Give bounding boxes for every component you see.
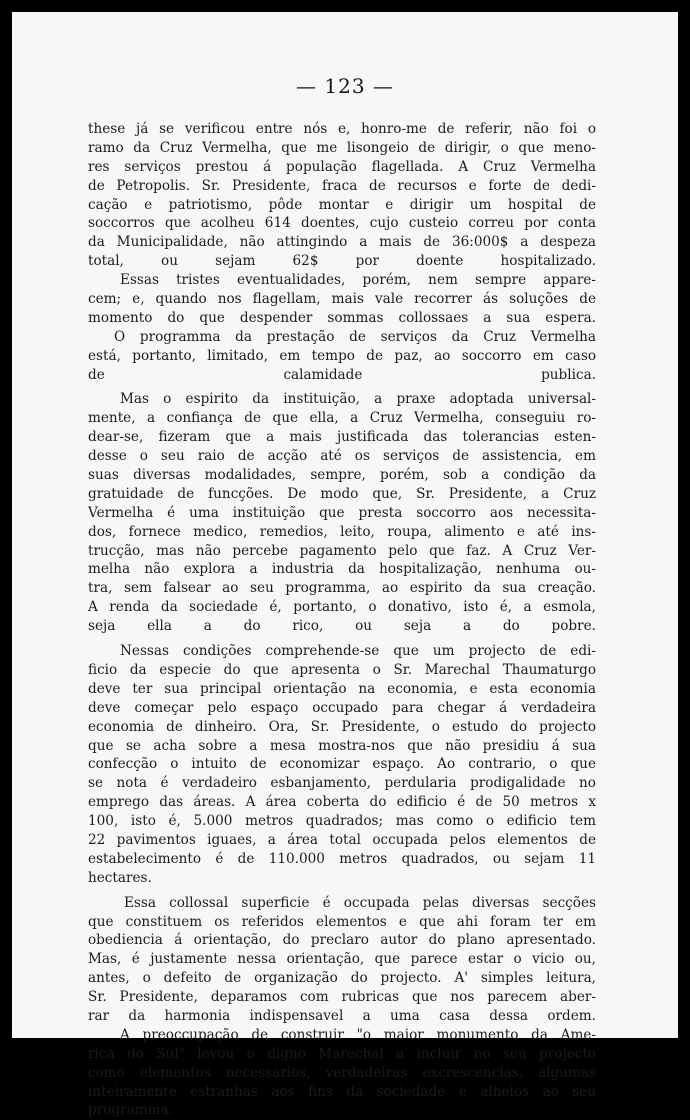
text-line: 100, isto é, 5.000 metros quadrados; mas como o edificio tem — [88, 813, 596, 830]
text-line: res serviços prestou á população flagellada. A Cruz Vermelha — [88, 158, 596, 175]
text-line: confecção o intuito de economizar espaço. Ao contrario, o que — [88, 756, 596, 773]
paragraph — [88, 1026, 596, 1120]
text-line: estabelecimento é de 110.000 metros quadrados, ou sejam 11 — [88, 850, 596, 867]
book-page — [12, 12, 678, 1119]
text-line: desse o seu raio de acção até os serviços de assistencia, em — [88, 448, 596, 465]
text-line: soccorros que acolheu 614 doentes, cujo custeio correu por conta — [88, 215, 596, 232]
text-line: como elementos necessarios, verdadeiras excrescencias, algumas — [88, 1064, 596, 1081]
text-line: trucção, mas não percebe pagamento pelo que faz. A Cruz Ver- — [88, 542, 596, 559]
text-line: mente, a confiança de que ella, a Cruz Vermelha, conseguiu ro- — [88, 410, 596, 427]
text-line: ficio da especie do que apresenta o Sr. Marechal Thaumaturgo — [88, 661, 596, 678]
text-line: Sr. Presidente, deparamos com rubricas que nos parecem aber- — [88, 989, 596, 1006]
text-line: que se acha sobre a mesa mostra-nos que não presidiu á sua — [88, 737, 596, 754]
text-line: cação e patriotismo, pôde montar e dirigir um hospital de — [88, 196, 596, 213]
text-line: cem; e, quando nos flagellam, mais vale recorrer ás soluções de — [88, 291, 596, 308]
text-line: 22 pavimentos iguaes, a área total occupada pelos elementos de — [88, 831, 596, 848]
text-line: que constituem os referidos elementos e que ahi foram ter em — [88, 913, 596, 930]
text-line: da Municipalidade, não attingindo a mais de 36:000$ a despeza — [88, 234, 596, 251]
paragraph — [88, 120, 596, 271]
text-line: these já se verificou entre nós e, honro-me de referir, não foi o — [88, 121, 596, 137]
text-line: Mas o espirito da instituição, a praxe adoptada universal- — [120, 391, 596, 408]
text-line: momento do que despender sommas collossaes a sua espera. — [88, 309, 596, 326]
text-line: obediencia á orientação, do preclaro autor do plano apresentado. — [88, 932, 596, 949]
text-line: hectares. — [88, 869, 152, 886]
text-line: de calamidade publica. — [88, 366, 596, 383]
text-line: suas diversas modalidades, sempre, porém, sob a condição da — [88, 467, 596, 484]
text-line: se nota é verdadeiro esbanjamento, perdularia prodigalidade no — [88, 775, 596, 792]
text-line: melha não explora a industria da hospitalização, nenhuma ou- — [88, 561, 596, 578]
paragraph — [88, 894, 596, 1026]
text-line: dear-se, fizeram que a mais justificada das tolerancias esten- — [88, 429, 596, 446]
text-line: seja ella a do rico, ou seja a do pobre. — [88, 618, 596, 635]
text-line: gratuidade de funcções. De modo que, Sr. Presidente, a Cruz — [88, 485, 596, 502]
text-line: Nessas condições comprehende-se que um projecto de edi- — [120, 643, 596, 660]
text-line: tra, sem falsear ao seu programma, ao espirito da sua creação. — [88, 580, 596, 597]
text-line: Vermelha é uma instituição que presta soccorro aos necessita- — [88, 504, 596, 521]
text-line: O programma da prestação de serviços da Cruz Vermelha — [114, 328, 596, 345]
paragraph — [88, 642, 596, 888]
text-line: antes, o defeito de organização do projecto. A' simples leitura, — [88, 970, 596, 987]
text-line: de Petropolis. Sr. Presidente, fraca de recursos e forte de dedi- — [88, 177, 596, 194]
body-text — [88, 120, 596, 1120]
text-line: rar da harmonia indispensavel a uma casa dessa ordem. — [88, 1007, 596, 1024]
paragraph — [88, 271, 596, 328]
text-line: ramo da Cruz Vermelha, que me lisongeio de dirigir, o que meno- — [88, 139, 596, 156]
text-line: Essas tristes eventualidades, porém, nem sempre appare- — [120, 272, 596, 289]
paragraph — [88, 328, 596, 385]
text-line: A preoccupação de construir "o maior monumento da Ame- — [120, 1026, 596, 1043]
paragraph — [88, 390, 596, 636]
text-line: rica do Sul" levou o digno Marechal a incluir no seu projecto — [88, 1045, 596, 1062]
text-line: deve começar pelo espaço occupado para chegar á verdadeira — [88, 699, 596, 716]
text-line: A renda da sociedade é, portanto, o donativo, isto é, a esmola, — [88, 599, 596, 616]
text-line: inteiramente estranhas aos fins da sociedade e alheios ao seu — [88, 1083, 596, 1100]
text-line: economia de dinheiro. Ora, Sr. Presidente, o estudo do projecto — [88, 718, 596, 735]
text-line: Mas, é justamente nessa orientação, que parece estar o vicio ou, — [88, 951, 596, 968]
page-number: — 123 — — [296, 74, 394, 98]
text-line: está, portanto, limitado, em tempo de paz, ao soccorro em caso — [88, 347, 596, 364]
text-line: Essa collossal superficie é occupada pelas diversas secções — [124, 894, 596, 911]
text-line: total, ou sejam 62$ por doente hospitalizado. — [88, 253, 596, 270]
text-line: deve ter sua principal orientação na economia, e esta economia — [88, 680, 596, 697]
text-line: programma. — [88, 1102, 173, 1119]
text-line: dos, fornece medico, remedios, leito, roupa, alimento e até ins- — [88, 523, 596, 540]
text-line: emprego das áreas. A área coberta do edificio é de 50 metros x — [88, 794, 596, 811]
